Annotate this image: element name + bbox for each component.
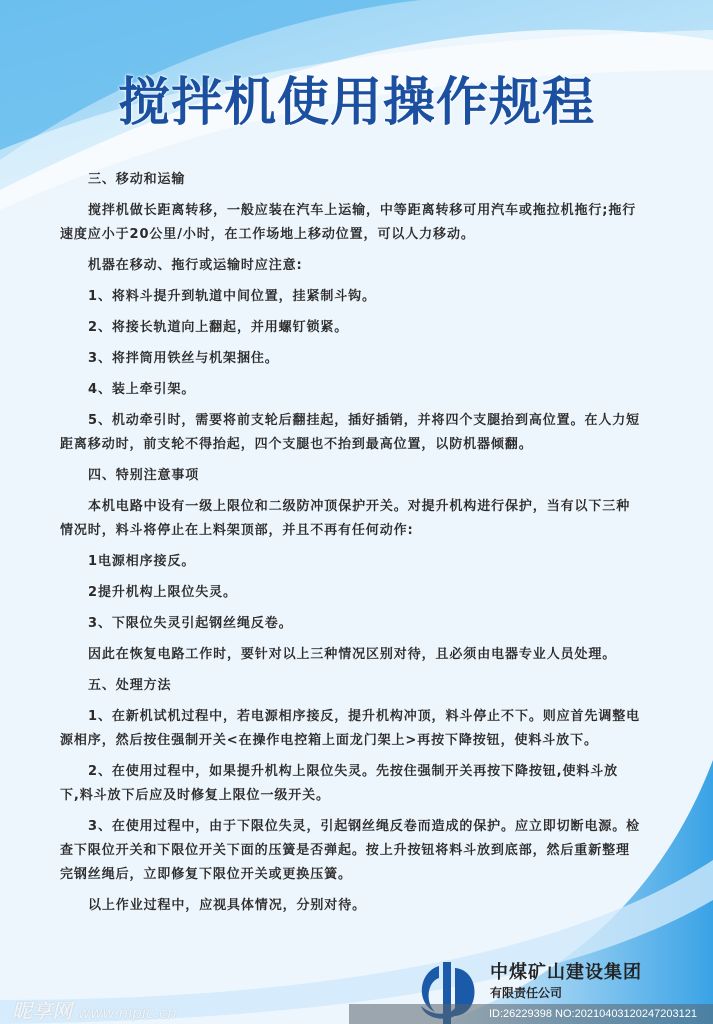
text-line: 三、移动和运输 — [88, 172, 186, 187]
paragraph — [60, 380, 700, 404]
text-line: 搅拌机做长距离转移，一般应装在汽车上运输，中等距离转移可用汽车或拖拉机拖行;拖行 — [88, 203, 637, 218]
text-line: 五、处理方法 — [88, 678, 172, 693]
paragraph — [60, 318, 700, 342]
text-line: 下,料斗放下后应及时修复上限位一级开关。 — [60, 788, 330, 803]
paragraph — [60, 707, 700, 755]
image-id-bar: ID:26229398 NO:20210403120247203121 — [349, 1004, 713, 1024]
text-line: 查下限位开关和下限位开关下面的压簧是否弹起。按上升按钮将料斗放到底部，然后重新整理 — [60, 843, 630, 858]
paragraph — [60, 287, 700, 311]
text-line: 3、将拌筒用铁丝与机架捆住。 — [88, 351, 279, 366]
company-subtitle: 有限责任公司 — [490, 986, 563, 1000]
text-line: 以上作业过程中，应视具体情况，分别对待。 — [88, 898, 367, 913]
text-line: 5、机动牵引时，需要将前支轮后翻挂起，插好插销，并将四个支腿抬到高位置。在人力短 — [88, 413, 641, 428]
text-line: 距离移动时，前支轮不得抬起，四个支腿也不抬到最高位置，以防机器倾翻。 — [60, 437, 533, 452]
paragraph — [60, 583, 700, 607]
text-line: 完钢丝绳后，立即修复下限位开关或更换压簧。 — [60, 867, 352, 882]
text-line: 3、在使用过程中，由于下限位失灵，引起钢丝绳反卷而造成的保护。应立即切断电源。检 — [88, 819, 641, 834]
text-line: 情况时，料斗将停止在上料架顶部，并且不再有任何动作: — [60, 523, 414, 538]
paragraph — [60, 466, 700, 490]
paragraph — [60, 170, 700, 194]
company-name: 中煤矿山建设集团 — [490, 962, 642, 983]
text-line: 1、将料斗提升到轨道中间位置，挂紧制斗钩。 — [88, 289, 376, 304]
watermark-brand: 昵享网 — [12, 999, 72, 1023]
text-line: 3、下限位失灵引起钢丝绳反卷。 — [88, 616, 293, 631]
text-line: 源相序，然后按住强制开关<在操作电控箱上面龙门架上>再按下降按钮，使料斗放下。 — [60, 733, 598, 748]
text-line: 机器在移动、拖行或运输时应注意: — [88, 258, 303, 273]
watermark — [12, 995, 177, 1024]
paragraph — [60, 762, 700, 810]
paragraph — [60, 256, 700, 280]
text-line: 速度应小于20公里/小时，在工作场地上移动位置，可以人力移动。 — [60, 227, 475, 242]
paragraph — [60, 552, 700, 576]
paragraph — [60, 614, 700, 638]
paragraph — [60, 497, 700, 545]
paragraph — [60, 201, 700, 249]
text-line: 1电源相序接反。 — [88, 554, 196, 569]
paragraph — [60, 817, 700, 889]
text-line: 4、装上牵引架。 — [88, 382, 196, 397]
text-line: 本机电路中设有一级上限位和二级防冲顶保护开关。对提升机构进行保护，当有以下三种 — [88, 499, 631, 514]
text-line: 2、将接长轨道向上翻起，并用螺钉锁紧。 — [88, 320, 349, 335]
paragraph — [60, 676, 700, 700]
text-line: 因此在恢复电路工作时，要针对以上三种情况区别对待，且必须由电器专业人员处理。 — [88, 647, 617, 662]
watermark-url: www.nipic.cn — [78, 1004, 177, 1022]
paragraph — [60, 349, 700, 373]
paragraph — [60, 645, 700, 669]
text-line: 2提升机构上限位失灵。 — [88, 585, 237, 600]
paragraph — [60, 411, 700, 459]
regulation-text — [60, 170, 700, 927]
paragraph — [60, 896, 700, 920]
text-line: 四、特别注意事项 — [88, 468, 200, 483]
text-line: 2、在使用过程中，如果提升机构上限位失灵。先按住强制开关再按下降按钮,使料斗放 — [88, 764, 619, 779]
page-title: 搅拌机使用操作规程 — [117, 73, 595, 133]
text-line: 1、在新机试机过程中，若电源相序接反，提升机构冲顶，料斗停止不下。则应首先调整电 — [88, 709, 641, 724]
